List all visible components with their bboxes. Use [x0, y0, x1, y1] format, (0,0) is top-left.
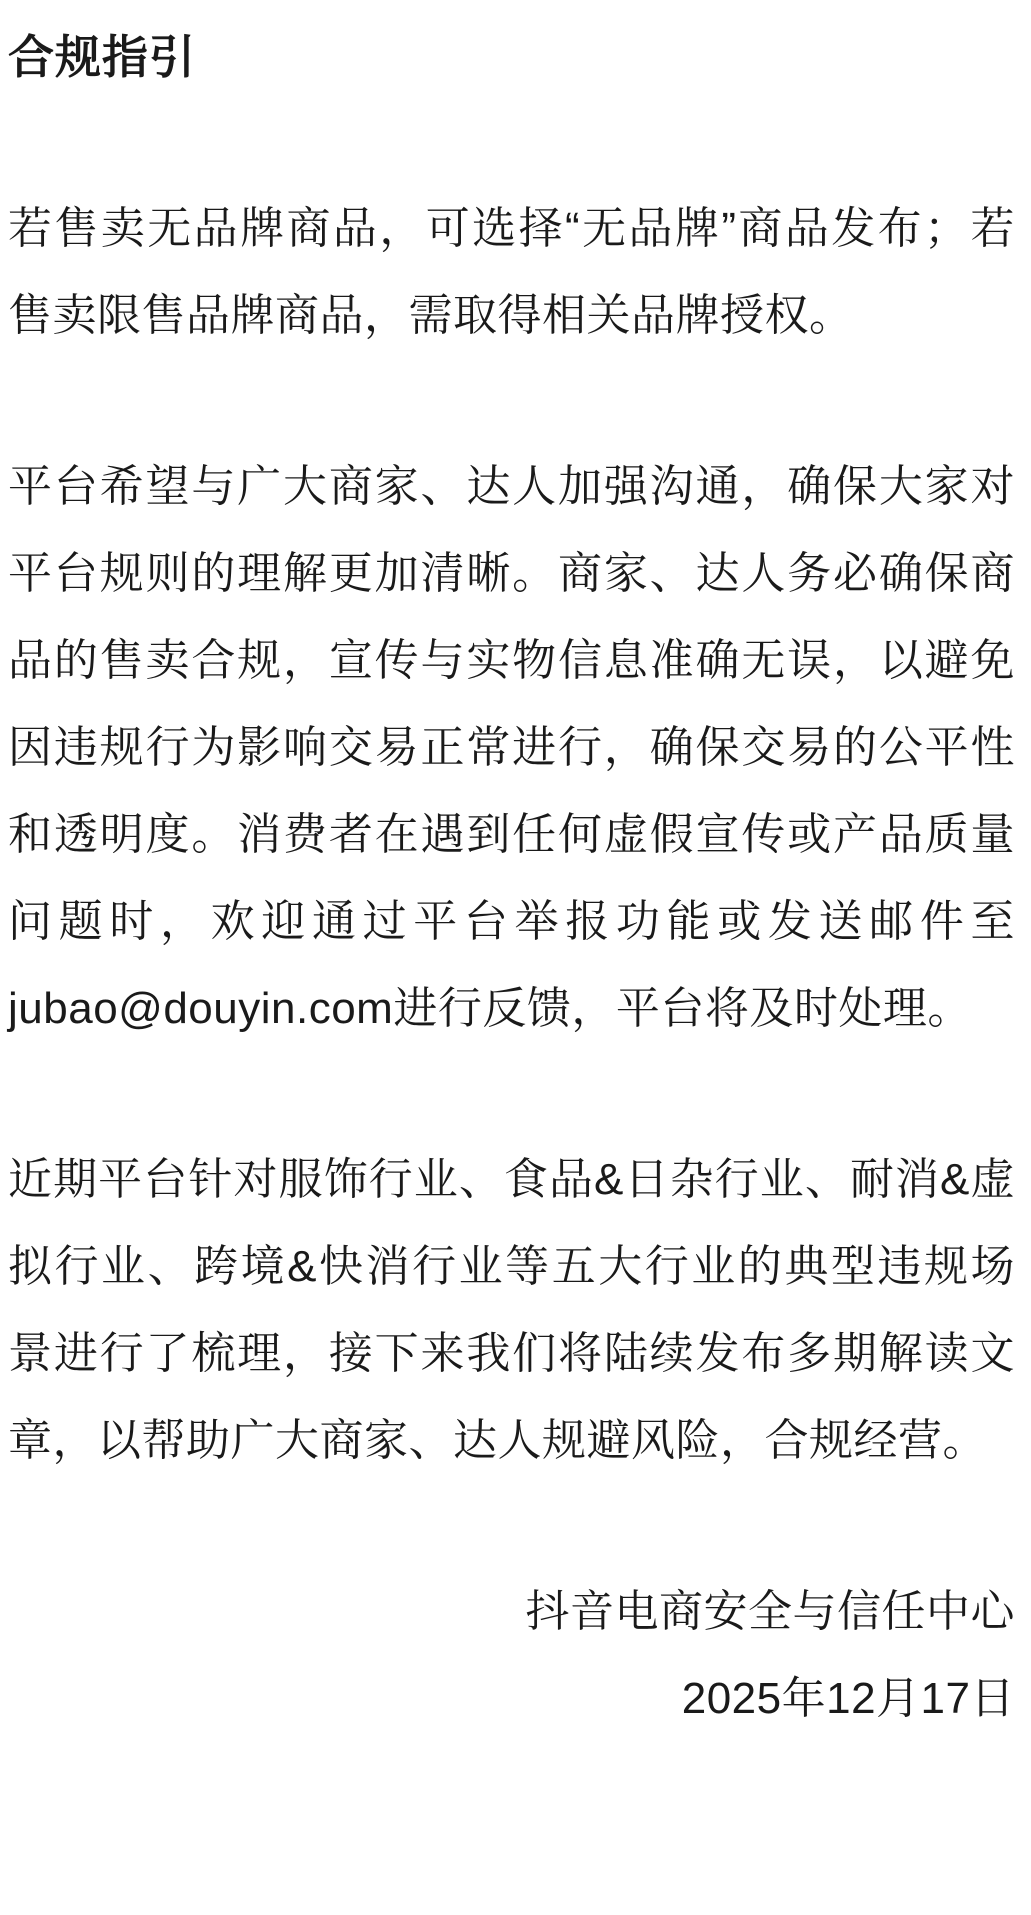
paragraph-brand-rules: 若售卖无品牌商品，可选择“无品牌”商品发布；若售卖限售品牌商品，需取得相关品牌授权。: [8, 204, 1015, 340]
page-title: 合规指引: [8, 31, 196, 83]
paragraph-platform-communication: 平台希望与广大商家、达人加强沟通，确保大家对平台规则的理解更加清晰。商家、达人务必确保商品的售卖合规，宣传与实物信息准确无误，以避免因违规行为影响交易正常进行，确保交易的公平性和透明度。消费者在遇到任何虚假宣传或产品质量问题时，欢迎通过平台举报功能或发送邮件至jubao@douyin.com进行反馈，平台将及时处理。: [8, 462, 1015, 1033]
paragraph-industry-guides: 近期平台针对服饰行业、食品&日杂行业、耐消&虚拟行业、跨境&快消行业等五大行业的典型违规场景进行了梳理，接下来我们将陆续发布多期解读文章，以帮助广大商家、达人规避风险，合规经营。: [8, 1155, 1015, 1465]
signature: 抖音电商安全与信任中心: [525, 1587, 1015, 1636]
publish-date: 2025年12月17日: [681, 1674, 1015, 1723]
